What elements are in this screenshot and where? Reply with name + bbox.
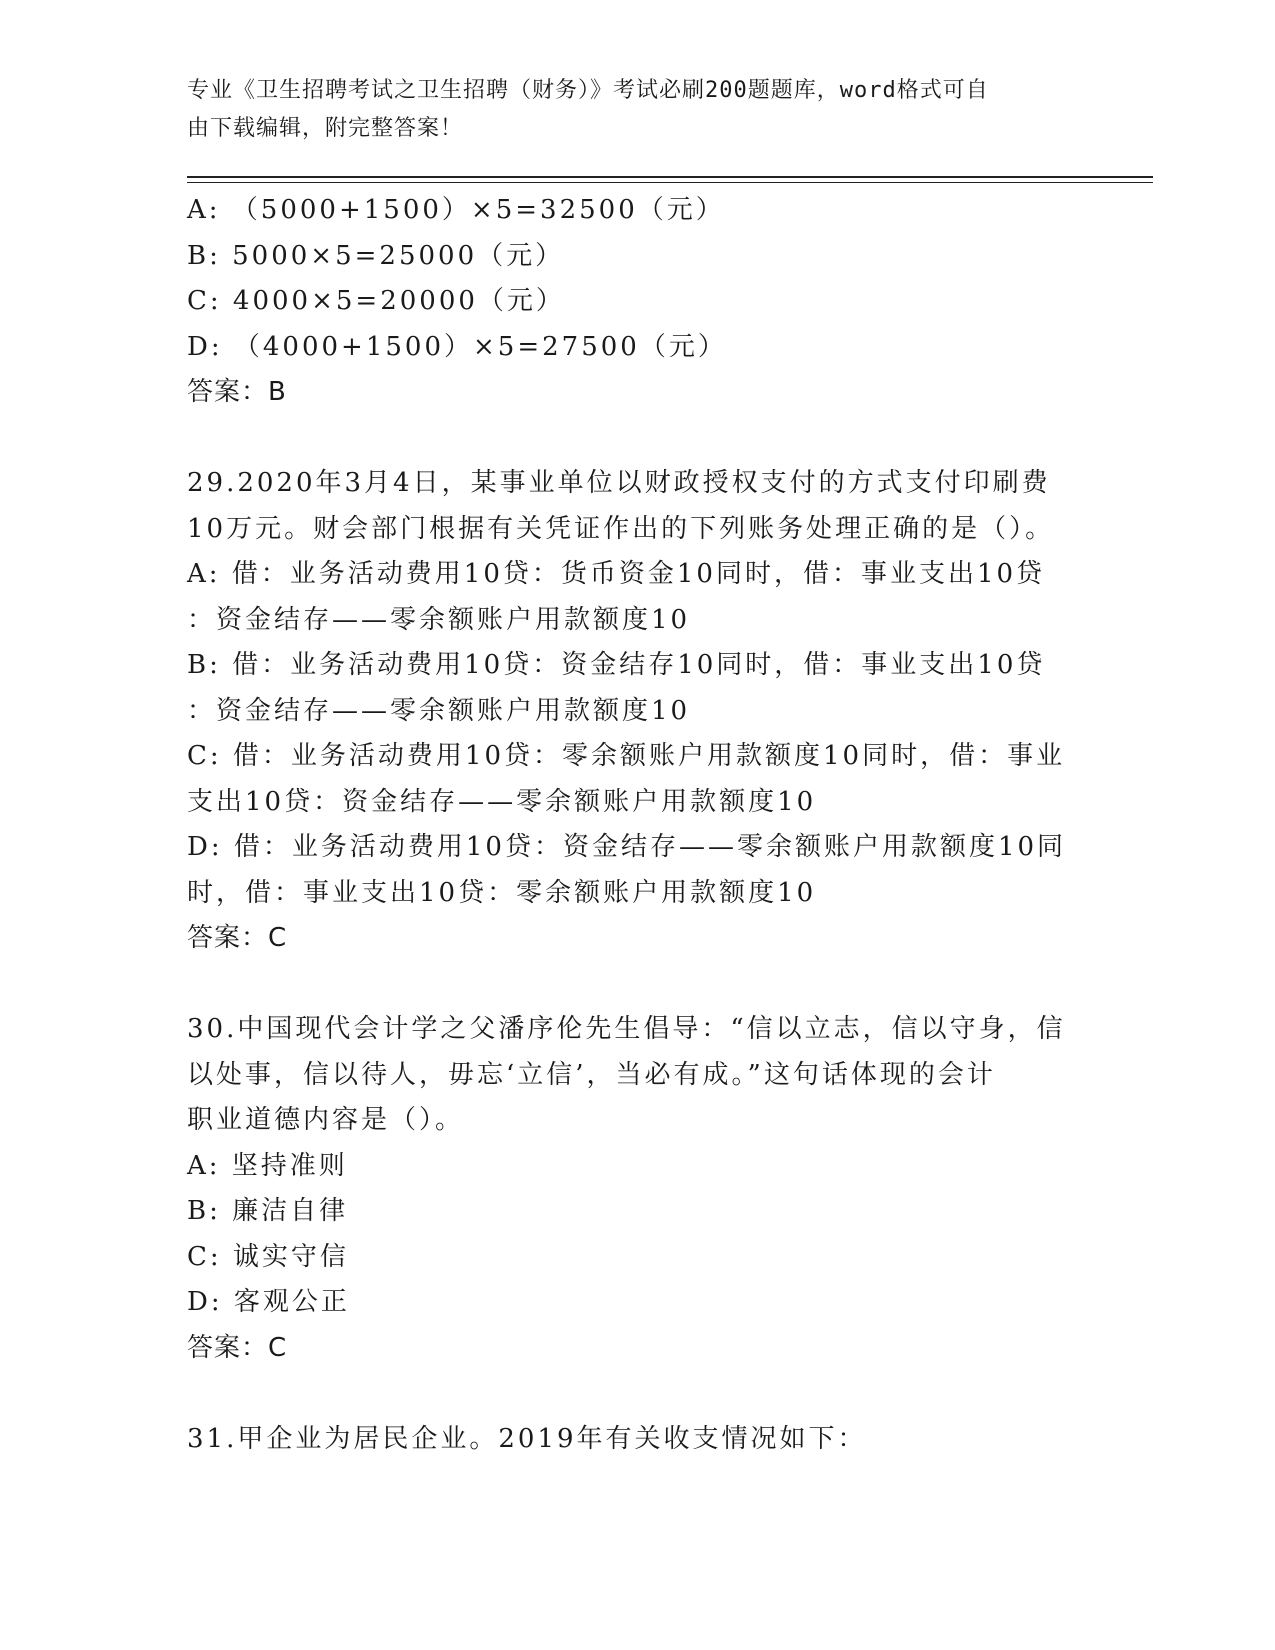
spacer	[187, 416, 1087, 462]
q29-option-c-line-1: C: 借：业务活动费用10贷：零余额账户用款额度10同时，借：事业	[187, 741, 1066, 771]
page-header	[187, 72, 1067, 148]
q28-option-c: C: 4000×5=20000（元）	[187, 286, 565, 316]
header-divider-thin	[187, 182, 1153, 183]
q29-option-b-line-2: ：资金结存——零余额账户用款额度10	[187, 695, 691, 726]
q29-option-a-line-1: A: 借：业务活动费用10贷：货币资金10同时，借：事业支出10贷	[187, 559, 1046, 589]
q30-option-d: D: 客观公正	[187, 1287, 350, 1317]
q30-stem-line-3: 职业道德内容是（）。	[187, 1105, 465, 1135]
q28-option-a: A: （5000+1500）×5=32500（元）	[187, 195, 725, 225]
q30-option-c: C: 诚实守信	[187, 1241, 349, 1272]
q29-stem-line-2: 10万元。财会部门根据有关凭证作出的下列账务处理正确的是（）。	[187, 513, 1055, 544]
q29-answer: 答案：C	[187, 923, 288, 953]
q31-stem-line-1: 31.甲企业为居民企业。2019年有关收支情况如下：	[187, 1423, 867, 1454]
header-divider-thick	[187, 176, 1153, 178]
q29-option-d-line-2: 时，借：事业支出10贷：零余额账户用款额度10	[187, 877, 817, 908]
q29-option-a-line-2: ：资金结存——零余额账户用款额度10	[187, 604, 691, 635]
header-line-2: 由下载编辑，附完整答案！	[187, 116, 464, 141]
q29-stem-line-1: 29.2020年3月4日，某事业单位以财政授权支付的方式支付印刷费	[187, 468, 1051, 498]
q30-stem-line-2: 以处事，信以待人，毋忘‘立信’，当必有成。”这句话体现的会计	[187, 1059, 996, 1090]
q30-answer: 答案：C	[187, 1332, 288, 1363]
spacer	[187, 1371, 1087, 1417]
q28-option-d: D: （4000+1500）×5=27500（元）	[187, 331, 727, 362]
header-line-1: 专业《卫生招聘考试之卫生招聘（财务）》考试必刷200题题库，word格式可自	[187, 78, 989, 103]
q29-option-c-line-2: 支出10贷：资金结存——零余额账户用款额度10	[187, 786, 817, 817]
q30-option-b: B: 廉洁自律	[187, 1196, 349, 1226]
q29-option-b-line-1: B: 借：业务活动费用10贷：资金结存10同时，借：事业支出10贷	[187, 650, 1046, 680]
q30-option-a: A: 坚持准则	[187, 1150, 348, 1181]
question-content	[187, 188, 1087, 1462]
q29-option-d-line-1: D: 借：业务活动费用10贷：资金结存——零余额账户用款额度10同	[187, 832, 1067, 862]
q30-stem-line-1: 30.中国现代会计学之父潘序伦先生倡导：“信以立志，信以守身，信	[187, 1014, 1066, 1044]
spacer	[187, 962, 1087, 1008]
q28-option-b: B: 5000×5=25000（元）	[187, 240, 565, 271]
q28-answer: 答案：B	[187, 377, 287, 407]
